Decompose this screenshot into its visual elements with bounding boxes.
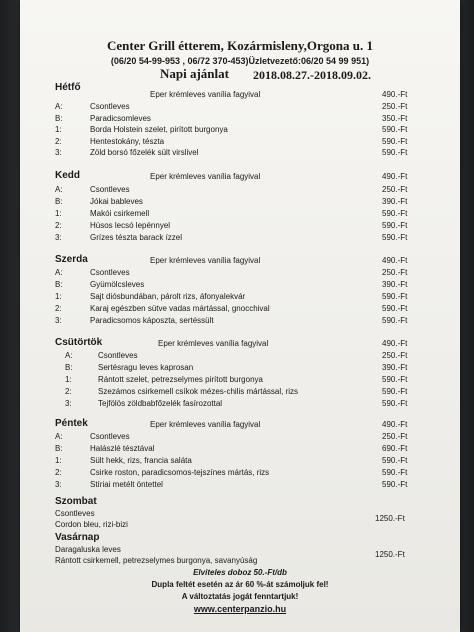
item-text: Sült hekk, rizs, francia saláta bbox=[90, 456, 192, 465]
item-text: Stíriai metélt öntettel bbox=[90, 480, 163, 489]
item-price: 250.-Ft bbox=[382, 351, 408, 360]
item-text: Makói csirkemell bbox=[90, 209, 150, 218]
item-price: 590.-Ft bbox=[382, 456, 408, 465]
soup-kedd: Eper krémleves vanília fagyival bbox=[150, 172, 261, 181]
item-text: Csirke roston, paradicsomos-tejszínes mártás, rizs bbox=[90, 468, 270, 477]
item-text: Grízes tészta barack ízzel bbox=[90, 233, 183, 242]
restaurant-title: Center Grill étterem, Kozármisleny,Orgona u. 1 bbox=[107, 38, 373, 53]
item-price: 590.-Ft bbox=[382, 209, 408, 218]
soup-price-hetfo: 490.-Ft bbox=[382, 90, 408, 99]
day-heading-kedd: Kedd bbox=[55, 170, 80, 181]
szombat-soup: Csontleves bbox=[55, 509, 95, 518]
item-text: Hentestokány, tészta bbox=[90, 137, 165, 146]
rights-note: A változtatás jogát fenntartjuk! bbox=[181, 592, 299, 601]
double-topping-note: Dupla feltét esetén az ár 60 %-át számoljuk fel! bbox=[151, 580, 329, 589]
item-label: 1: bbox=[55, 456, 62, 465]
item-label: 2: bbox=[55, 304, 62, 313]
item-text: Halászlé tésztával bbox=[90, 444, 155, 453]
item-price: 590.-Ft bbox=[382, 316, 408, 325]
item-price: 250.-Ft bbox=[382, 185, 408, 194]
item-price: 590.-Ft bbox=[382, 148, 408, 157]
item-label: 2: bbox=[65, 387, 72, 396]
item-price: 250.-Ft bbox=[382, 432, 408, 441]
item-price: 250.-Ft bbox=[382, 102, 408, 111]
item-label: 2: bbox=[55, 468, 62, 477]
phone-numbers: (06/20 54-99-953 , 06/72 370-453)Üzletvezető:06/20 54 99 951) bbox=[110, 56, 370, 66]
item-text: Gyümölcsleves bbox=[90, 280, 145, 289]
item-text: Csontleves bbox=[90, 432, 130, 441]
item-price: 590.-Ft bbox=[382, 468, 408, 477]
soup-csutortok: Eper krémleves vanília fagyival bbox=[158, 339, 269, 348]
item-price: 350.-Ft bbox=[382, 114, 408, 123]
soup-pentek: Eper krémleves vanília fagyival bbox=[150, 420, 261, 429]
day-heading-csutortok: Csütörtök bbox=[55, 337, 103, 348]
soup-hetfo: Eper krémleves vanília fagyival bbox=[150, 90, 261, 99]
item-label: 1: bbox=[65, 375, 72, 384]
soup-price-kedd: 490.-Ft bbox=[382, 172, 408, 181]
item-text: Rántott szelet, petrezselymes pirított burgonya bbox=[98, 375, 263, 384]
item-text: Csontleves bbox=[98, 351, 138, 360]
item-label: 3: bbox=[55, 148, 62, 157]
item-label: 1: bbox=[55, 292, 62, 301]
item-price: 590.-Ft bbox=[382, 304, 408, 313]
item-label: A: bbox=[55, 102, 63, 111]
item-label: 2: bbox=[55, 137, 62, 146]
soup-price-pentek: 490.-Ft bbox=[382, 420, 408, 429]
item-text: Szezámos csirkemell csíkok mézes-chilis mártással, rizs bbox=[98, 387, 299, 396]
soup-szerda: Eper krémleves vanília fagyival bbox=[150, 256, 261, 265]
szombat-price: 1250.-Ft bbox=[375, 514, 405, 523]
item-label: B: bbox=[55, 197, 63, 206]
takeaway-box-note: Elviteles doboz 50.-Ft/db bbox=[193, 568, 287, 577]
item-price: 590.-Ft bbox=[382, 137, 408, 146]
item-label: 3: bbox=[55, 480, 62, 489]
item-price: 250.-Ft bbox=[382, 268, 408, 277]
vasarnap-soup: Daragaluska leves bbox=[55, 545, 121, 554]
day-heading-szerda: Szerda bbox=[55, 254, 88, 265]
item-price: 590.-Ft bbox=[382, 399, 408, 408]
szombat-main: Cordon bleu, rizi-bizi bbox=[55, 520, 128, 529]
item-label: 1: bbox=[55, 125, 62, 134]
item-text: Tejfölös zöldbabfőzelék fasírozottal bbox=[98, 399, 223, 408]
item-label: A: bbox=[55, 432, 63, 441]
item-price: 390.-Ft bbox=[382, 280, 408, 289]
item-text: Húsos lecsó lepénnyel bbox=[90, 221, 171, 230]
item-price: 390.-Ft bbox=[382, 197, 408, 206]
day-heading-szombat: Szombat bbox=[55, 496, 97, 507]
item-text: Karaj egészben sütve vadas mártással, gnocchival bbox=[90, 304, 270, 313]
item-price: 590.-Ft bbox=[382, 292, 408, 301]
item-text: Jókai bableves bbox=[90, 197, 143, 206]
item-price: 690.-Ft bbox=[382, 444, 408, 453]
item-price: 590.-Ft bbox=[382, 233, 408, 242]
item-label: A: bbox=[55, 268, 63, 277]
item-label: B: bbox=[55, 114, 63, 123]
item-text: Csontleves bbox=[90, 185, 130, 194]
daily-offer-heading: Napi ajánlat bbox=[160, 66, 229, 81]
item-text: Sajt diósbundában, párolt rizs, áfonyalekvár bbox=[90, 292, 246, 301]
item-price: 590.-Ft bbox=[382, 125, 408, 134]
day-heading-pentek: Péntek bbox=[55, 418, 88, 429]
item-text: Csontleves bbox=[90, 102, 130, 111]
item-text: Zöld borsó főzelék sült virslivel bbox=[90, 148, 199, 157]
item-label: B: bbox=[55, 280, 63, 289]
soup-price-csutortok: 490.-Ft bbox=[382, 339, 408, 348]
item-label: 3: bbox=[55, 233, 62, 242]
soup-price-szerda: 490.-Ft bbox=[382, 256, 408, 265]
item-text: Sertésragu leves kaprosan bbox=[98, 363, 194, 372]
item-text: Paradicsomos káposzta, sertéssült bbox=[90, 316, 214, 325]
item-text: Csontleves bbox=[90, 268, 130, 277]
item-label: B: bbox=[55, 444, 63, 453]
item-price: 590.-Ft bbox=[382, 387, 408, 396]
item-label: 3: bbox=[65, 399, 72, 408]
vasarnap-main: Rántott csirkemell, petrezselymes burgonya, savanyúság bbox=[55, 556, 258, 565]
item-label: A: bbox=[55, 185, 63, 194]
item-text: Paradicsomleves bbox=[90, 114, 151, 123]
item-label: 3: bbox=[55, 316, 62, 325]
menu-sheet bbox=[20, 0, 460, 632]
item-price: 590.-Ft bbox=[382, 480, 408, 489]
item-price: 390.-Ft bbox=[382, 363, 408, 372]
item-price: 590.-Ft bbox=[382, 221, 408, 230]
date-range: 2018.08.27.-2018.09.02. bbox=[253, 68, 371, 82]
item-price: 590.-Ft bbox=[382, 375, 408, 384]
vasarnap-price: 1250.-Ft bbox=[375, 550, 405, 559]
website-link[interactable]: www.centerpanzio.hu bbox=[193, 604, 287, 614]
day-heading-hetfo: Hétfő bbox=[55, 82, 81, 93]
item-label: A: bbox=[65, 351, 73, 360]
item-label: 1: bbox=[55, 209, 62, 218]
item-text: Borda Holstein szelet, pirított burgonya bbox=[90, 125, 228, 134]
item-label: 2: bbox=[55, 221, 62, 230]
item-label: B: bbox=[65, 363, 73, 372]
day-heading-vasarnap: Vasárnap bbox=[55, 532, 100, 543]
